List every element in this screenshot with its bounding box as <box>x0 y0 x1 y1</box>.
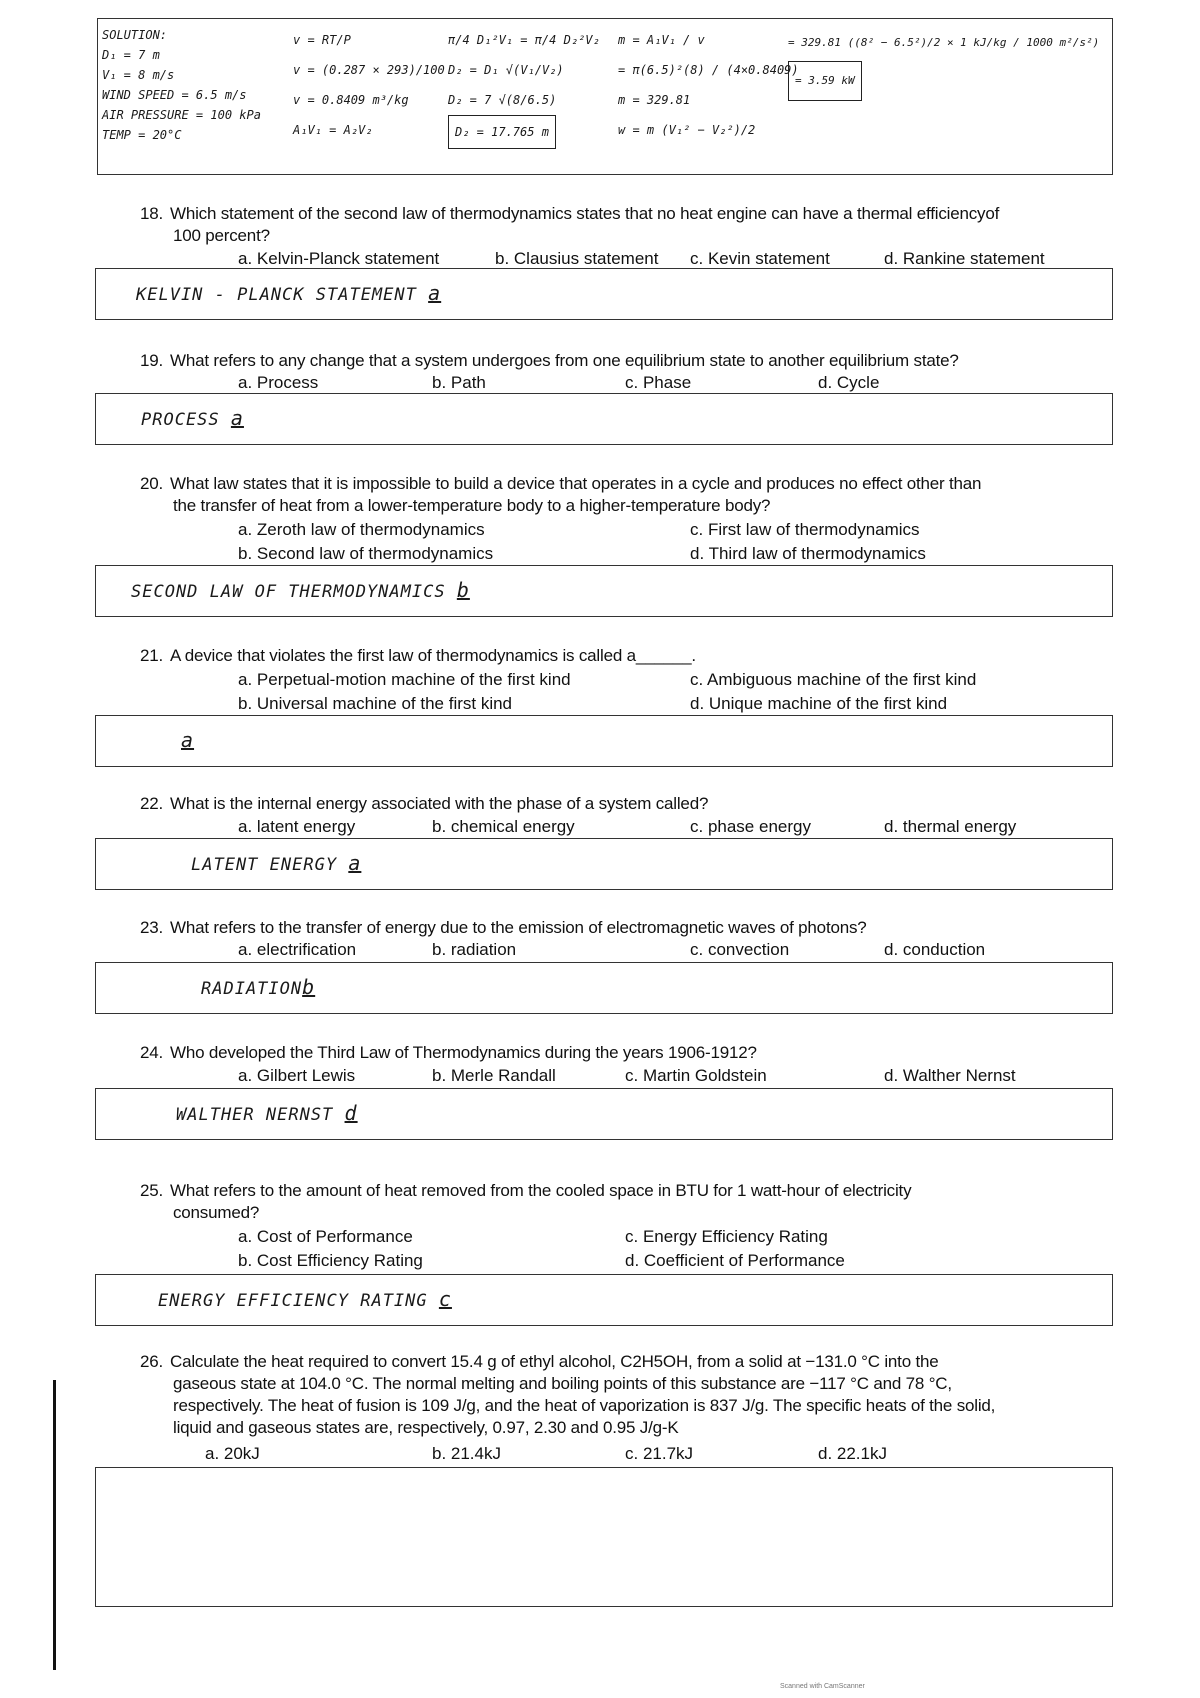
question-20 <box>140 473 1100 517</box>
q25-answer-box[interactable] <box>95 1274 1113 1326</box>
solution-mass-flow <box>618 25 799 145</box>
given-line: TEMP = 20°C <box>102 128 182 142</box>
question-25 <box>140 1180 1100 1224</box>
solution-heading: SOLUTION: <box>102 28 168 42</box>
question-text: Who developed the Third Law of Thermodynamics during the years 1906-1912? <box>170 1043 757 1062</box>
answer-letter: a <box>181 728 195 752</box>
question-number: 22. <box>140 794 164 813</box>
q21-option-b[interactable]: b. Universal machine of the first kind <box>238 694 513 713</box>
q18-option-b[interactable]: b. Clausius statement <box>495 249 659 268</box>
q22-option-b[interactable]: b. chemical energy <box>432 817 575 836</box>
q24-option-b[interactable]: b. Merle Randall <box>432 1066 556 1085</box>
q19-option-d[interactable]: d. Cycle <box>818 373 880 392</box>
q19-option-b[interactable]: b. Path <box>432 373 486 392</box>
question-number: 24. <box>140 1043 164 1062</box>
q24-option-a[interactable]: a. Gilbert Lewis <box>238 1066 356 1085</box>
answer-text: ENERGY EFFICIENCY RATING <box>158 1291 428 1311</box>
answer-text: RADIATION <box>201 979 303 999</box>
q23-option-c[interactable]: c. convection <box>690 940 790 959</box>
q22-option-d[interactable]: d. thermal energy <box>884 817 1017 836</box>
q20-option-b[interactable]: b. Second law of thermodynamics <box>238 544 494 563</box>
question-number: 19. <box>140 351 164 370</box>
answer-letter: b <box>456 578 470 602</box>
q25-option-a[interactable]: a. Cost of Performance <box>238 1227 413 1246</box>
question-24 <box>140 1042 1100 1064</box>
question-text-cont: respectively. The heat of fusion is 109 J/g, and the heat of vaporization is 837 J/g. The specific heats of the solid, <box>173 1396 996 1415</box>
q21-answer-box[interactable] <box>95 715 1113 767</box>
question-text: What law states that it is impossible to build a device that operates in a cycle and produces no effect other than <box>170 474 982 493</box>
answer-text: SECOND LAW OF THERMODYNAMICS <box>131 582 446 602</box>
answer-letter: c <box>438 1287 452 1311</box>
q23-answer-box[interactable] <box>95 962 1113 1014</box>
question-23 <box>140 917 1100 939</box>
given-line: WIND SPEED = 6.5 m/s <box>102 88 247 102</box>
question-number: 26. <box>140 1352 164 1371</box>
q26-option-c[interactable]: c. 21.7kJ <box>625 1444 694 1463</box>
answer-handwriting <box>176 1101 358 1125</box>
solution-power <box>788 25 1099 101</box>
answer-handwriting <box>181 728 194 752</box>
question-text-cont: 100 percent? <box>173 226 270 245</box>
question-26 <box>140 1351 1100 1439</box>
q19-option-c[interactable]: c. Phase <box>625 373 692 392</box>
q23-option-d[interactable]: d. conduction <box>884 940 986 959</box>
answer-handwriting <box>141 406 244 430</box>
answer-text: LATENT ENERGY <box>191 855 338 875</box>
scanner-watermark: Scanned with CamScanner <box>780 1683 865 1690</box>
answer-handwriting <box>136 281 441 305</box>
question-text: What refers to the amount of heat removed from the cooled space in BTU for 1 watt-hour of electricity <box>170 1181 912 1200</box>
q20-option-d[interactable]: d. Third law of thermodynamics <box>690 544 926 563</box>
question-number: 25. <box>140 1181 164 1200</box>
question-text: What refers to any change that a system undergoes from one equilibrium state to another equilibrium state? <box>170 351 959 370</box>
answer-handwriting <box>191 851 361 875</box>
question-number: 23. <box>140 918 164 937</box>
question-number: 20. <box>140 474 164 493</box>
question-21 <box>140 645 1100 667</box>
given-line: AIR PRESSURE = 100 kPa <box>102 108 261 122</box>
equation-line: π/4 D₁²V₁ = π/4 D₂²V₂ <box>448 33 600 47</box>
q20-answer-box[interactable] <box>95 565 1113 617</box>
boxed-result: = 3.59 kW <box>788 61 862 101</box>
q26-answer-box[interactable] <box>95 1467 1113 1607</box>
given-line: D₁ = 7 m <box>102 48 160 62</box>
equation-line: m = A₁V₁ / v <box>618 33 705 47</box>
solution-givens <box>102 25 261 145</box>
q20-option-c[interactable]: c. First law of thermodynamics <box>690 520 920 539</box>
q23-option-b[interactable]: b. radiation <box>432 940 517 959</box>
equation-line: = 329.81 ((8² − 6.5²)/2 × 1 kJ/kg / 1000 m²/s²) <box>788 36 1100 49</box>
question-text: What refers to the transfer of energy due to the emission of electromagnetic waves of photons? <box>170 918 867 937</box>
question-18 <box>140 203 1100 247</box>
q18-option-a[interactable]: a. Kelvin-Planck statement <box>238 249 440 268</box>
equation-line: = π(6.5)²(8) / (4×0.8409) <box>618 63 799 77</box>
q22-option-a[interactable]: a. latent energy <box>238 817 356 836</box>
solution-diameter <box>448 25 600 149</box>
solution-box <box>97 18 1113 175</box>
answer-letter: b <box>302 975 316 999</box>
answer-letter: d <box>344 1101 358 1125</box>
equation-line: D₂ = 7 √(8/6.5) <box>448 93 557 107</box>
q22-option-c[interactable]: c. phase energy <box>690 817 811 836</box>
q23-option-a[interactable]: a. electrification <box>238 940 357 959</box>
question-text-cont: consumed? <box>173 1203 260 1222</box>
q21-option-a[interactable]: a. Perpetual-motion machine of the first kind <box>238 670 571 689</box>
answer-handwriting <box>131 578 470 602</box>
scan-margin-line <box>53 1380 56 1670</box>
answer-handwriting <box>201 975 315 999</box>
q25-option-b[interactable]: b. Cost Efficiency Rating <box>238 1251 423 1270</box>
q24-answer-box[interactable] <box>95 1088 1113 1140</box>
equation-line: D₂ = D₁ √(V₁/V₂) <box>448 63 564 77</box>
question-text-cont: liquid and gaseous states are, respectively, 0.97, 2.30 and 0.95 J/g-K <box>173 1418 679 1437</box>
equation-line: v = (0.287 × 293)/100 <box>293 63 445 77</box>
question-22 <box>140 793 1100 815</box>
equation-line: v = 0.8409 m³/kg <box>293 93 409 107</box>
question-text: A device that violates the first law of thermodynamics is called a______. <box>170 646 696 665</box>
q22-answer-box[interactable] <box>95 838 1113 890</box>
question-text: What is the internal energy associated with the phase of a system called? <box>170 794 709 813</box>
equation-line: v = RT/P <box>293 33 351 47</box>
answer-letter: a <box>348 851 362 875</box>
question-text-cont: gaseous state at 104.0 °C. The normal melting and boiling points of this substance are −117 °C and 78 °C, <box>173 1374 952 1393</box>
q18-option-d[interactable]: d. Rankine statement <box>884 249 1045 268</box>
q19-answer-box[interactable] <box>95 393 1113 445</box>
answer-letter: a <box>230 406 244 430</box>
answer-text: WALTHER NERNST <box>176 1105 334 1125</box>
q24-option-c[interactable]: c. Martin Goldstein <box>625 1066 767 1085</box>
equation-line: m = 329.81 <box>618 93 691 107</box>
q24-option-d[interactable]: d. Walther Nernst <box>884 1066 1016 1085</box>
answer-text: PROCESS <box>141 410 220 430</box>
q20-option-a[interactable]: a. Zeroth law of thermodynamics <box>238 520 485 539</box>
q18-option-c[interactable]: c. Kevin statement <box>690 249 830 268</box>
q18-answer-box[interactable] <box>95 268 1113 320</box>
answer-text: KELVIN - PLANCK STATEMENT <box>136 285 417 305</box>
question-19 <box>140 350 1100 372</box>
given-line: V₁ = 8 m/s <box>102 68 175 82</box>
q25-option-d[interactable]: d. Coefficient of Performance <box>625 1251 845 1270</box>
q26-option-a[interactable]: a. 20kJ <box>205 1444 260 1463</box>
q25-option-c[interactable]: c. Energy Efficiency Rating <box>625 1227 828 1246</box>
q26-option-d[interactable]: d. 22.1kJ <box>818 1444 887 1463</box>
solution-specific-volume <box>293 25 445 145</box>
question-text: Which statement of the second law of thermodynamics states that no heat engine can have a thermal efficiencyof <box>170 204 1000 223</box>
answer-letter: a <box>428 281 442 305</box>
boxed-result: D₂ = 17.765 m <box>448 115 556 149</box>
equation-line: A₁V₁ = A₂V₂ <box>293 123 373 137</box>
q21-option-d[interactable]: d. Unique machine of the first kind <box>690 694 948 713</box>
question-text: Calculate the heat required to convert 15.4 g of ethyl alcohol, C2H5OH, from a solid at −131.0 °C into the <box>170 1352 939 1371</box>
question-number: 21. <box>140 646 164 665</box>
q26-option-b[interactable]: b. 21.4kJ <box>432 1444 501 1463</box>
answer-handwriting <box>158 1287 452 1311</box>
q21-option-c[interactable]: c. Ambiguous machine of the first kind <box>690 670 977 689</box>
q19-option-a[interactable]: a. Process <box>238 373 319 392</box>
question-text-cont: the transfer of heat from a lower-temperature body to a higher-temperature body? <box>173 496 771 515</box>
question-number: 18. <box>140 204 164 223</box>
equation-line: w = m (V₁² − V₂²)/2 <box>618 123 756 137</box>
